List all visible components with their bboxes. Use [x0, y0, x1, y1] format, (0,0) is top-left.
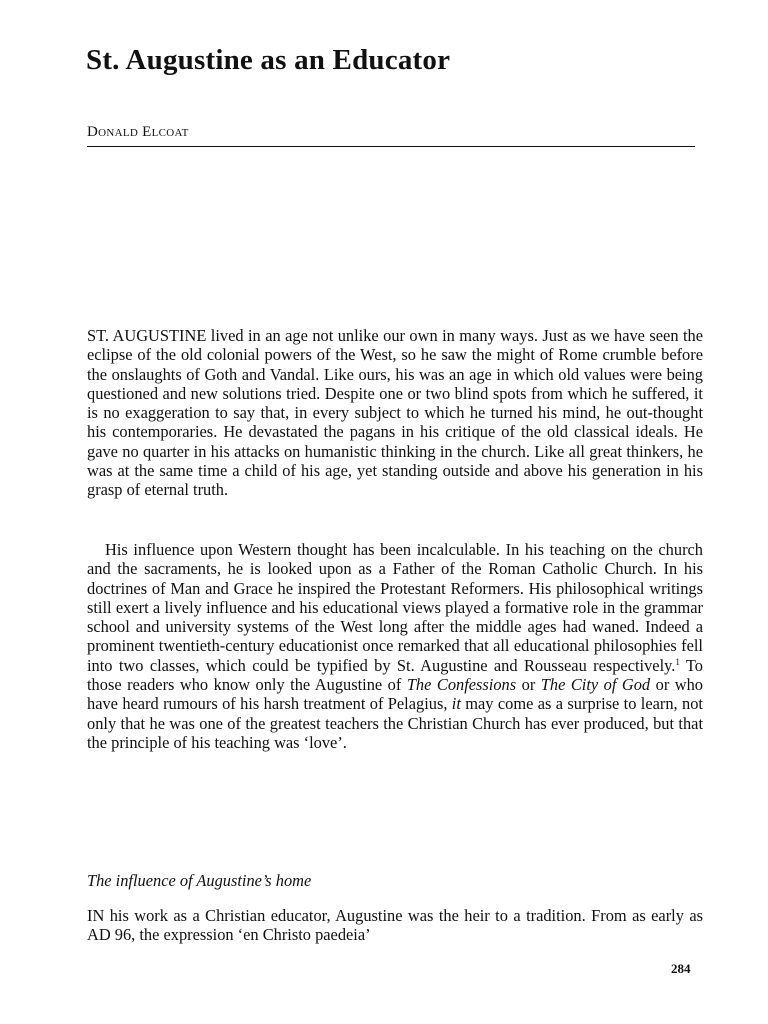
author-name: Donald Elcoat	[87, 124, 189, 140]
paragraph-home: IN his work as a Christian educator, Augustine was the heir to a tradition. From as early as AD 96, the expression ‘en Christo paedeia’	[87, 906, 703, 945]
paragraph-text: His influence upon Western thought has been incalculable. In his teaching on the church and the sacraments, he is looked upon as a Father of the Roman Catholic Church. In his doctrines of Man and Grace he inspired the Protestant Reformers. His philosophical writings still exert a lively influence and his educational views played a formative role in the grammar school and university systems of the West long after the middle ages had waned. Indeed a prominent twentieth-century educationist once remarked that all educational philosophies fell into two classes, which could be typified by St. Augustine and Rousseau respectively.	[87, 540, 703, 675]
page-number: 284	[671, 961, 691, 976]
article-title: St. Augustine as an Educator	[86, 44, 451, 76]
footnote-marker: 1	[675, 656, 680, 667]
work-title-city-of-god: The City of God	[540, 675, 651, 695]
paragraph-text: may come as a surprise to learn, not only that he was one of the greatest teachers the Christian Church has ever produced, but that the principle of his teaching was ‘love’.	[87, 694, 703, 752]
paragraph-intro: ST. AUGUSTINE lived in an age not unlike our own in many ways. Just as we have seen the eclipse of the old colonial powers of the West, so he saw the might of Rome crumble before the onslaughts of Goth and Vandal. Like ours, his was an age in which old values were being questioned and new solutions tried. Despite one or two blind spots from which he suffered, it is no exaggeration to say that, in every subject to which he turned his mind, he out-thought his contemporaries. He devastated the pagans in his critique of the old classical ideals. He gave no quarter in his attacks on humanistic thinking in the church. Like all great thinkers, he was at the same time a child of his age, yet standing outside and above his generation in his grasp of eternal truth.	[87, 326, 703, 500]
section-heading: The influence of Augustine’s home	[87, 871, 312, 890]
paragraph-text: To those readers who know only the Augustine of	[87, 655, 703, 695]
paragraph-text: or who have heard rumours of his harsh treatment of Pelagius,	[87, 675, 703, 714]
emphasis-word: it	[451, 694, 461, 714]
paragraph-influence	[87, 540, 703, 752]
work-title-confessions: The Confessions	[406, 675, 517, 695]
title-rule	[87, 146, 695, 147]
paragraph-text: or	[516, 675, 541, 695]
